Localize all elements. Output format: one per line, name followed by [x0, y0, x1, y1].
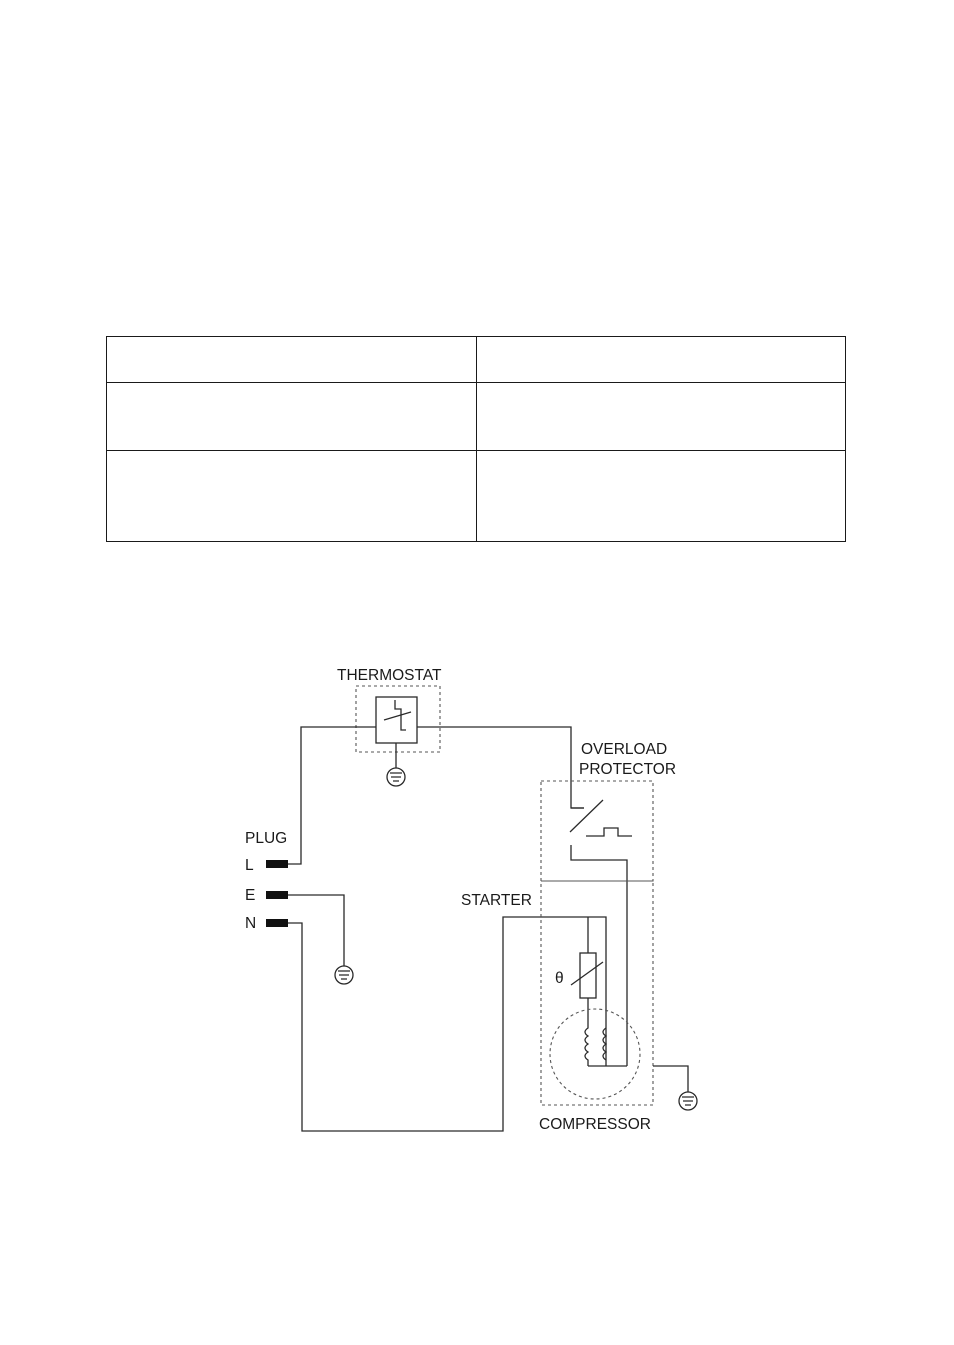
ptc-theta-symbol: θ — [555, 970, 564, 987]
starter-ptc-symbol — [555, 917, 606, 1066]
starter-compressor-enclosure — [541, 881, 653, 1105]
thermostat-label: THERMOSTAT — [337, 667, 442, 684]
terminal-e-label: E — [245, 887, 256, 904]
wire-line-l — [288, 727, 376, 864]
table-cell — [476, 383, 846, 451]
table-row — [107, 383, 846, 451]
wire-compressor-ground — [653, 1066, 688, 1092]
overload-protector-enclosure — [541, 781, 653, 881]
table-row — [107, 337, 846, 383]
wire-earth — [288, 895, 344, 966]
plug-terminal-l — [266, 860, 288, 868]
ground-icon — [387, 768, 405, 786]
table-cell — [476, 337, 846, 383]
overload-switch-symbol — [570, 800, 632, 1066]
spec-table — [106, 336, 846, 542]
overload-protector-label-line1: OVERLOAD — [581, 741, 668, 758]
table-cell — [476, 451, 846, 542]
plug-label: PLUG — [245, 830, 288, 847]
table-cell — [107, 451, 477, 542]
wiring-diagram — [0, 600, 954, 1160]
ground-icon — [335, 966, 353, 984]
terminal-l-label: L — [245, 857, 254, 874]
compressor-label: COMPRESSOR — [539, 1116, 651, 1133]
plug-terminal-e — [266, 891, 288, 899]
wire-neutral — [288, 917, 580, 1131]
table-row — [107, 451, 846, 542]
ground-icon — [679, 1092, 697, 1110]
thermostat-symbol — [376, 697, 417, 743]
plug-terminal-n — [266, 919, 288, 927]
table-cell — [107, 337, 477, 383]
table-cell — [107, 383, 477, 451]
thermostat-enclosure — [356, 686, 440, 752]
wire-thermostat-to-overload — [417, 727, 584, 808]
terminal-n-label: N — [245, 915, 257, 932]
overload-protector-label-line2: PROTECTOR — [579, 761, 677, 778]
starter-label: STARTER — [461, 892, 532, 909]
